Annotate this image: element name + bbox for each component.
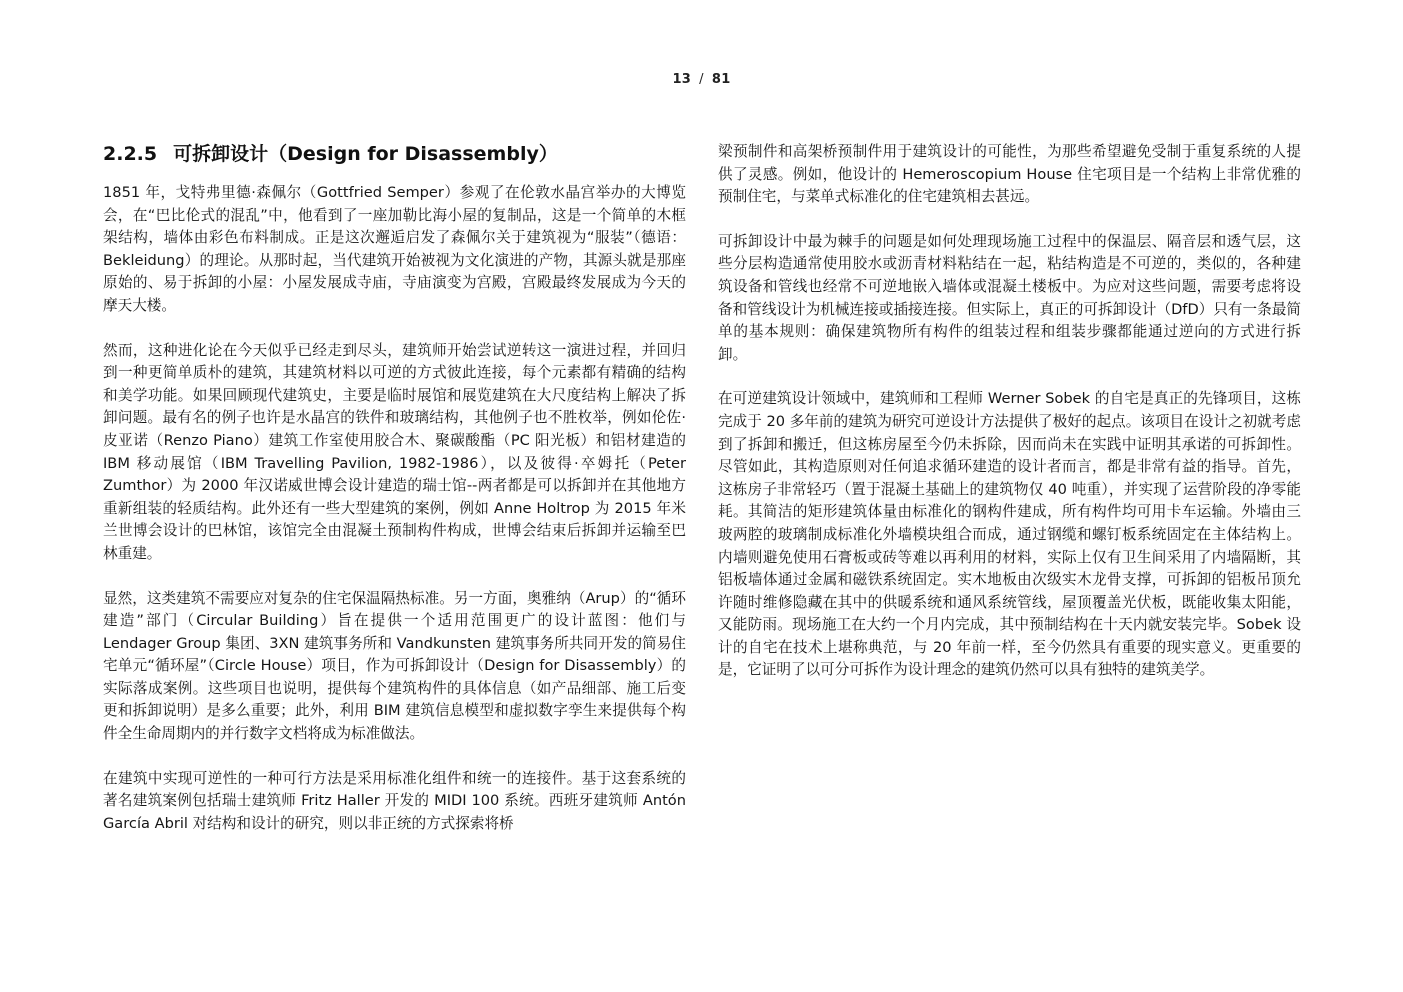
paragraph: 在可逆建筑设计领域中，建筑师和工程师 Werner Sobek 的自宅是真正的先锋项目，这栋完成于 20 多年前的建筑为研究可逆设计方法提供了极好的起点。该项目在设计之初就考虑到了拆卸和搬迁，但这栋房屋至今仍未拆除，因而尚未在实践中证明其承诺的可拆卸性。尽管如此，其构造原则对任何追求循环建造的设计者而言，都是非常有益的指导。首先，这栋房子非常轻巧（置于混凝土基础上的建筑物仅 40 吨重），并实现了运营阶段的净零能耗。其简洁的矩形建筑体量由标准化的钢构件建成，所有构件均可用卡车运输。外墙由三玻两腔的玻璃制成标准化外墙模块组合而成，通过钢缆和螺钉板系统固定在主体结构上。内墙则避免使用石膏板或砖等难以再利用的材料，实际上仅有卫生间采用了内墙隔断，其铝板墙体通过金属和磁铁系统固定。实木地板由次级实木龙骨支撑，可拆卸的铝板吊顶允许随时维修隐藏在其中的供暖系统和通风系统管线，屋顶覆盖光伏板，既能收集太阳能，又能防雨。现场施工在大约一个月内完成，其中预制结构在十天内就安装完毕。Sobek 设计的自宅在技术上堪称典范，与 20 年前一样，至今仍然具有重要的现实意义。更重要的是，它证明了以可分可拆作为设计理念的建筑仍然可以具有独特的建筑美学。	[718, 390, 1301, 679]
page-number	[0, 72, 1403, 87]
paragraph: 在建筑中实现可逆性的一种可行方法是采用标准化组件和统一的连接件。基于这套系统的著名建筑案例包括瑞士建筑师 Fritz Haller 开发的 MIDI 100 系统。西班牙建筑师 Antón García Abril 对结构和设计的研究，则以非正统的方式探索将桥	[103, 769, 686, 832]
paragraph: 然而，这种进化论在今天似乎已经走到尽头，建筑师开始尝试逆转这一演进过程，并回归到一种更简单质朴的建筑，其建筑材料以可逆的方式彼此连接，每个元素都有精确的结构和美学功能。如果回顾现代建筑史，主要是临时展馆和展览建筑在大尺度结构上解决了拆卸问题。最有名的例子也许是水晶宫的铁件和玻璃结构，其他例子也不胜枚举，例如伦佐·皮亚诺（Renzo Piano）建筑工作室使用胶合木、聚碳酸酯（PC 阳光板）和铝材建造的 IBM 移动展馆（IBM Travelling Pavilion, 1982-1986），以及彼得·卒姆托（Peter Zumthor）为 2000 年汉诺威世博会设计建造的瑞士馆--两者都是可以拆卸并在其他地方重新组装的轻质结构。此外还有一些大型建筑的案例，例如 Anne Holtrop 为 2015 年米兰世博会设计的巴林馆，该馆完全由混凝土预制构件构成，世博会结束后拆卸并运输至巴林重建。	[103, 341, 686, 562]
paragraph: 可拆卸设计中最为棘手的问题是如何处理现场施工过程中的保温层、隔音层和透气层，这些分层构造通常使用胶水或沥青材料粘结在一起，粘结构造是不可逆的，类似的，各种建筑设备和管线也经常不可逆地嵌入墙体或混凝土楼板中。为应对这些问题，需要考虑将设备和管线设计为机械连接或插接连接。但实际上，真正的可拆卸设计（DfD）只有一条最简单的基本规则：确保建筑物所有构件的组装过程和组装步骤都能通过逆向的方式进行拆卸。	[718, 232, 1301, 363]
current-page: 13	[672, 72, 692, 87]
paragraph: 显然，这类建筑不需要应对复杂的住宅保温隔热标准。另一方面，奥雅纳（Arup）的“循环建造”部门（Circular Building）旨在提供一个适用范围更广的设计蓝图：他们与 Lendager Group 集团、3XN 建筑事务所和 Vandkunsten 建筑事务所共同开发的简易住宅单元“循环屋”（Circle House）项目，作为可拆卸设计（Design for Disassembly）的实际落成案例。这些项目也说明，提供每个建筑构件的具体信息（如产品细部、施工后变更和拆卸说明）是多么重要；此外，利用 BIM 建筑信息模型和虚拟数字孪生来提供每个构件全生命周期内的并行数字文档将成为标准做法。	[103, 589, 686, 743]
section-heading	[103, 140, 686, 168]
left-column	[103, 140, 686, 857]
section-title: 可拆卸设计（Design for Disassembly）	[173, 143, 558, 165]
right-column	[718, 140, 1301, 704]
section-number: 2.2.5	[103, 143, 158, 165]
total-pages: 81	[711, 72, 731, 87]
paragraph: 梁预制件和高架桥预制件用于建筑设计的可能性，为那些希望避免受制于重复系统的人提供了灵感。例如，他设计的 Hemeroscopium House 住宅项目是一个结构上非常优雅的预制住宅，与菜单式标准化的住宅建筑相去甚远。	[718, 143, 1301, 206]
page-separator: /	[699, 72, 704, 87]
paragraph: 1851 年，戈特弗里德·森佩尔（Gottfried Semper）参观了在伦敦水晶宫举办的大博览会，在“巴比伦式的混乱”中，他看到了一座加勒比海小屋的复制品，这是一个简单的木框架结构，墙体由彩色布料制成。正是这次邂逅启发了森佩尔关于建筑视为“服装”（德语：Bekleidung）的理论。从那时起，当代建筑开始被视为文化演进的产物，其源头就是那座原始的、易于拆卸的小屋：小屋发展成寺庙，寺庙演变为宫殿，宫殿最终发展成为今天的摩天大楼。	[103, 184, 686, 314]
